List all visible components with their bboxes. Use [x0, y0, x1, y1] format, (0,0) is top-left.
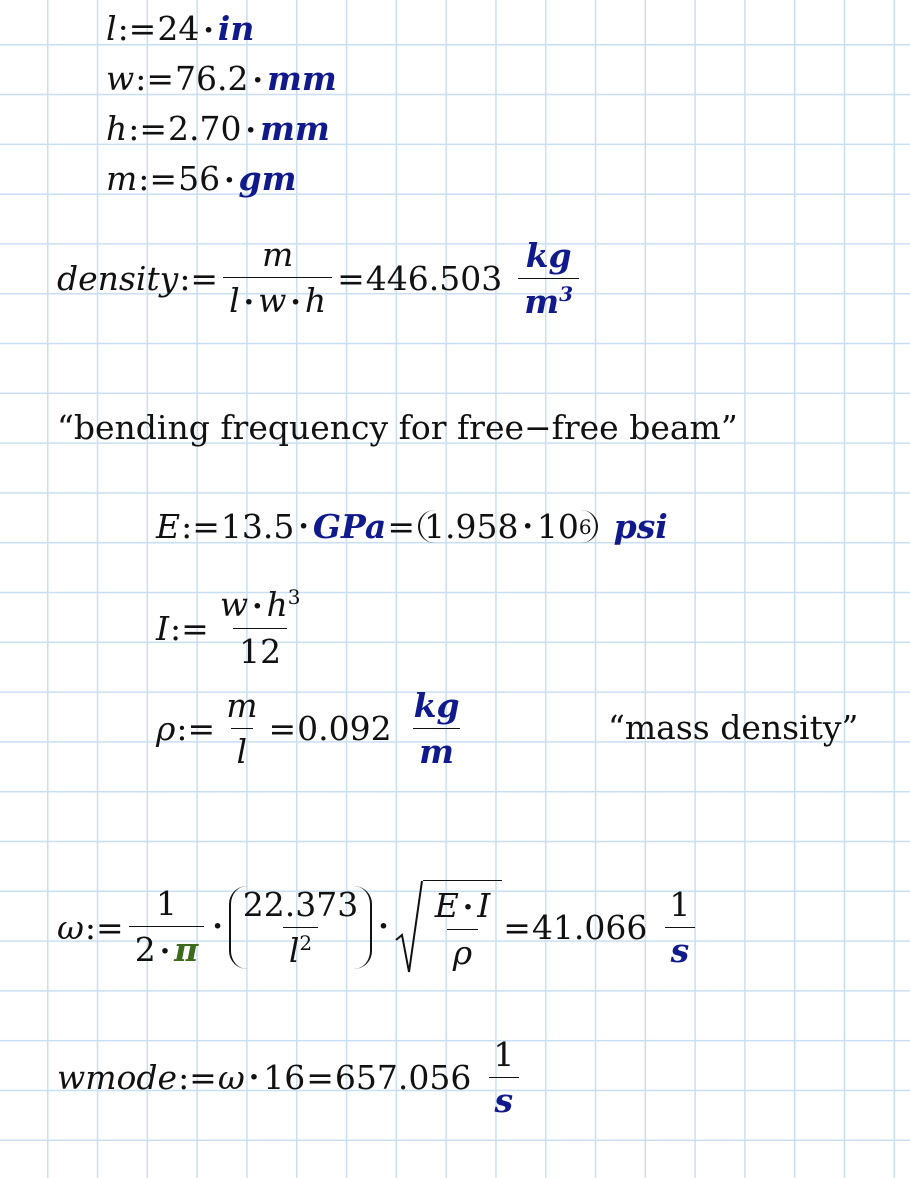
unit-m3: [518, 278, 579, 321]
var-wmode: wmode: [57, 1058, 178, 1097]
mult-dot: ·: [462, 889, 474, 925]
frac-numerator: m: [261, 235, 294, 274]
omega-fraction-1: [129, 884, 205, 969]
pi-symbol: π: [174, 930, 199, 969]
omega-equation[interactable]: [57, 880, 700, 974]
I-fraction: [214, 585, 307, 671]
var-I: I: [156, 608, 170, 648]
mult-dot: ·: [248, 1059, 260, 1095]
equals-op: =: [306, 1058, 334, 1097]
mult-dot: ·: [212, 909, 223, 944]
assign-op: :=: [181, 507, 220, 546]
omega-fraction-2: [237, 884, 364, 970]
mult-dot: ·: [243, 285, 255, 320]
omega-paren: [229, 886, 372, 969]
rho-equation[interactable]: [156, 686, 470, 771]
value-E: 13.5: [220, 507, 295, 546]
assign-op: :=: [84, 907, 124, 947]
unit-in: in: [217, 9, 255, 48]
unit-mm: mm: [259, 109, 330, 148]
mult-dot: ·: [522, 508, 533, 544]
frac-numerator: 1: [156, 884, 177, 923]
bending-comment[interactable]: “bending frequency for free−free beam”: [57, 408, 738, 447]
var-E: E: [156, 507, 181, 546]
omega-result: 41.066: [531, 907, 648, 947]
frac-denominator: [129, 926, 205, 967]
equals-op: =: [503, 907, 531, 947]
var-l: l: [106, 9, 117, 48]
mult-dot: ·: [224, 163, 235, 198]
wmode-unit: [487, 1035, 520, 1120]
mult-dot: ·: [252, 63, 263, 98]
assign-op: :=: [170, 608, 209, 648]
frac-denominator: [223, 277, 332, 318]
unit-exponent: 3: [559, 281, 574, 306]
wmode-equation[interactable]: [57, 1035, 524, 1120]
unit-numerator: 1: [669, 884, 691, 924]
equals-op: =: [337, 258, 365, 298]
unit-gm: gm: [238, 159, 297, 198]
mult-dot: ·: [203, 13, 214, 48]
unit-s: s: [665, 927, 696, 967]
density-unit: [518, 235, 579, 321]
mult-dot: ·: [252, 589, 263, 624]
unit-m: m: [524, 281, 560, 321]
value-l: 24: [157, 9, 200, 48]
frac-numerator: [429, 885, 497, 929]
frac-denominator: l: [231, 728, 254, 768]
definition-l[interactable]: [106, 9, 255, 48]
unit-s: s: [489, 1077, 520, 1117]
value-w: 76.2: [175, 59, 249, 98]
assign-op: :=: [176, 709, 216, 748]
unit-kg: kg: [525, 235, 572, 275]
den-h: h: [304, 281, 327, 320]
value-h: 2.70: [168, 109, 242, 148]
mult-dot: ·: [245, 113, 256, 148]
density-equation[interactable]: [57, 235, 583, 321]
value-16: 16: [263, 1058, 306, 1097]
equals-op: =: [268, 709, 297, 748]
unit-psi: psi: [613, 507, 668, 546]
I-equation[interactable]: [156, 585, 311, 671]
assign-op: :=: [117, 9, 157, 48]
rho-unit: [408, 686, 466, 771]
frac-numerator: 22.373: [242, 884, 359, 924]
sqrt-icon: [395, 880, 423, 974]
num-I: I: [477, 885, 491, 925]
den-l: l: [229, 281, 240, 320]
var-omega: ω: [217, 1058, 245, 1097]
frac-denominator: [283, 927, 318, 970]
equals-op: =: [387, 507, 415, 546]
unit-GPa: GPa: [312, 507, 387, 546]
den-2: 2: [134, 930, 156, 969]
assign-op: :=: [128, 109, 168, 148]
definition-w[interactable]: [106, 59, 337, 98]
assign-op: :=: [179, 258, 219, 298]
E-result-paren: 1.958 · 10 6: [418, 510, 598, 543]
frac-denominator: ρ: [447, 929, 478, 969]
definition-h[interactable]: [106, 109, 330, 148]
density-fraction: [223, 235, 332, 320]
rho-result: 0.092: [297, 709, 392, 748]
frac-denominator: 12: [233, 628, 287, 668]
rho-fraction: [220, 686, 263, 771]
num-E: E: [434, 885, 459, 925]
value-m: 56: [178, 159, 221, 198]
E-result-mantissa: 1.958: [423, 507, 519, 546]
wmode-result: 657.056: [334, 1058, 472, 1097]
assign-op: :=: [135, 59, 175, 98]
mult-dot: ·: [290, 285, 301, 320]
num-h: h: [266, 585, 288, 624]
mult-dot: ·: [159, 934, 171, 969]
mult-dot: ·: [298, 508, 309, 544]
frac-numerator: [214, 585, 307, 628]
frac-numerator: m: [226, 686, 258, 725]
sqrt-fraction: [429, 885, 497, 972]
var-omega: ω: [57, 907, 84, 947]
var-h: h: [106, 109, 128, 148]
E-equation[interactable]: [156, 507, 668, 546]
assign-op: :=: [138, 159, 178, 198]
omega-unit: [663, 884, 696, 970]
num-w: w: [219, 585, 249, 624]
density-result: 446.503: [365, 258, 503, 298]
var-w: w: [106, 59, 135, 98]
unit-numerator: 1: [493, 1035, 515, 1074]
sqrt-body: [423, 880, 503, 974]
omega-sqrt: [395, 880, 503, 974]
unit-m: m: [413, 728, 460, 768]
exponent: 3: [287, 585, 301, 609]
definition-m[interactable]: [106, 159, 297, 198]
var-density: density: [57, 258, 179, 298]
E-result-base: 10: [536, 507, 579, 546]
mass-density-comment[interactable]: “mass density”: [608, 708, 859, 747]
unit-kg: kg: [413, 686, 460, 725]
den-l: l: [288, 930, 300, 970]
var-rho: ρ: [156, 709, 176, 748]
assign-op: :=: [178, 1058, 217, 1097]
mult-dot: ·: [378, 909, 389, 944]
exponent: 2: [299, 930, 313, 955]
var-m: m: [106, 159, 138, 198]
den-w: w: [258, 281, 287, 320]
unit-mm: mm: [266, 59, 337, 98]
